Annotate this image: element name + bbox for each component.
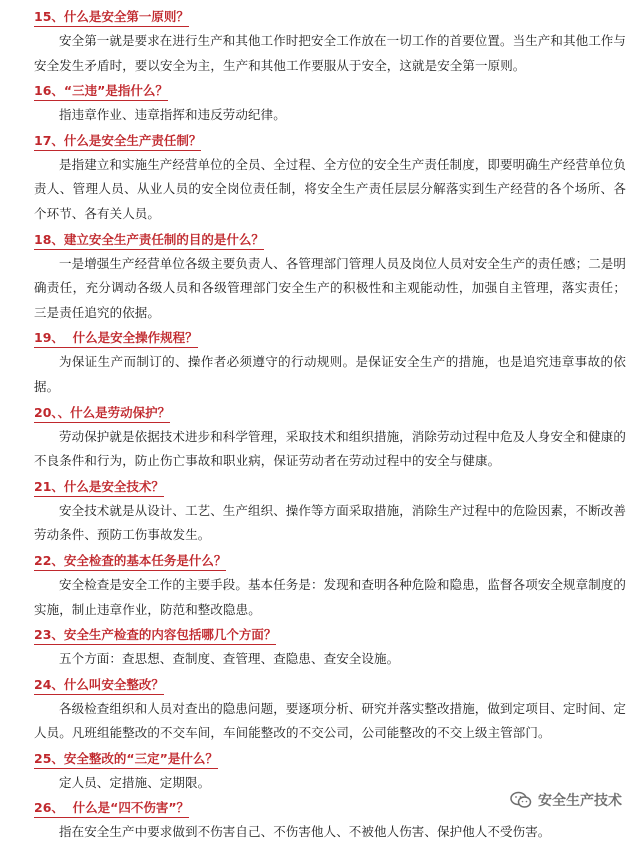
question-heading: 17、什么是安全生产责任制？ bbox=[34, 132, 201, 151]
qa-item-17 bbox=[34, 128, 626, 227]
answer-text: 安全第一就是要求在进行生产和其他工作时把安全工作放在一切工作的首要位置。当生产和其他工作与安全发生矛盾时，要以安全为主，生产和其他工作要服从于安全，这就是安全第一原则。 bbox=[34, 33, 627, 73]
question-heading: 23、安全生产检查的内容包括哪几个方面？ bbox=[34, 626, 276, 645]
question-heading: 25、安全整改的“三定”是什么？ bbox=[34, 750, 218, 769]
question-heading: 15、什么是安全第一原则？ bbox=[34, 8, 189, 27]
answer-text: 一是增强生产经营单位各级主要负责人、各管理部门管理人员及岗位人员对安全生产的责任感；二是明确责任，充分调动各级人员和各级管理部门安全生产的积极性和主观能动性，加强自主管理，落实责任；三是责任追究的依据。 bbox=[34, 255, 627, 320]
watermark-text: 安全生产技术 bbox=[538, 793, 622, 809]
answer-text: 劳动保护就是依据技术进步和科学管理，采取技术和组织措施，消除劳动过程中危及人身安全和健康的不良条件和行为，防止伤亡事故和职业病，保证劳动者在劳动过程中的安全与健康。 bbox=[34, 428, 627, 469]
qa-item-22 bbox=[34, 548, 626, 622]
qa-item-16 bbox=[34, 78, 626, 128]
answer-text: 指违章作业、违章指挥和违反劳动纪律。 bbox=[59, 107, 286, 123]
wechat-icon bbox=[510, 791, 532, 809]
answer-text: 安全检查是安全工作的主要手段。基本任务是：发现和查明各种危险和隐患，监督各项安全规章制度的实施，制止违章作业，防范和整改隐患。 bbox=[34, 576, 627, 617]
question-heading: 18、建立安全生产责任制的目的是什么？ bbox=[34, 231, 264, 250]
answer-text: 安全技术就是从设计、工艺、生产组织、操作等方面采取措施，消除生产过程中的危险因素，不断改善劳动条件、预防工伤事故发生。 bbox=[34, 502, 627, 543]
watermark bbox=[510, 790, 622, 810]
document-page bbox=[34, 4, 626, 845]
qa-item-19 bbox=[34, 325, 626, 399]
qa-item-21 bbox=[34, 474, 626, 548]
answer-text: 定人员、定措施、定期限。 bbox=[59, 774, 211, 790]
qa-item-20 bbox=[34, 400, 626, 474]
question-heading: 26、 什么是“四不伤害”？ bbox=[34, 799, 189, 818]
qa-item-15 bbox=[34, 4, 626, 78]
question-heading: 24、什么叫安全整改？ bbox=[34, 676, 164, 695]
qa-item-23 bbox=[34, 622, 626, 672]
answer-text: 为保证生产而制订的、操作者必须遵守的行动规则。是保证安全生产的措施，也是追究违章事故的依据。 bbox=[34, 354, 626, 394]
qa-item-25 bbox=[34, 746, 626, 796]
answer-text: 是指建立和实施生产经营单位的全员、全过程、全方位的安全生产责任制度，即要明确生产经营单位负责人、管理人员、从业人员的安全岗位责任制，将安全生产责任层层分解落实到生产经营的各个场所、各个环节、各有关人员。 bbox=[34, 156, 627, 221]
question-heading: 19、 什么是安全操作规程？ bbox=[34, 329, 198, 348]
qa-item-18 bbox=[34, 227, 626, 326]
answer-text: 各级检查组织和人员对查出的隐患问题，要逐项分析、研究并落实整改措施，做到定项目、定时间、定人员。凡班组能整改的不交车间，车间能整改的不交公司，公司能整改的不交上级主管部门。 bbox=[34, 700, 627, 741]
question-heading: 21、什么是安全技术？ bbox=[34, 478, 164, 497]
qa-item-24 bbox=[34, 672, 626, 746]
answer-text: 指在安全生产中要求做到不伤害自己、不伤害他人、不被他人伤害、保护他人不受伤害。 bbox=[59, 824, 551, 840]
question-heading: 16、“三违”是指什么？ bbox=[34, 82, 168, 101]
answer-text: 五个方面：查思想、查制度、查管理、查隐患、查安全设施。 bbox=[59, 651, 400, 667]
question-heading: 20、、什么是劳动保护？ bbox=[34, 404, 170, 423]
question-heading: 22、安全检查的基本任务是什么？ bbox=[34, 552, 226, 571]
